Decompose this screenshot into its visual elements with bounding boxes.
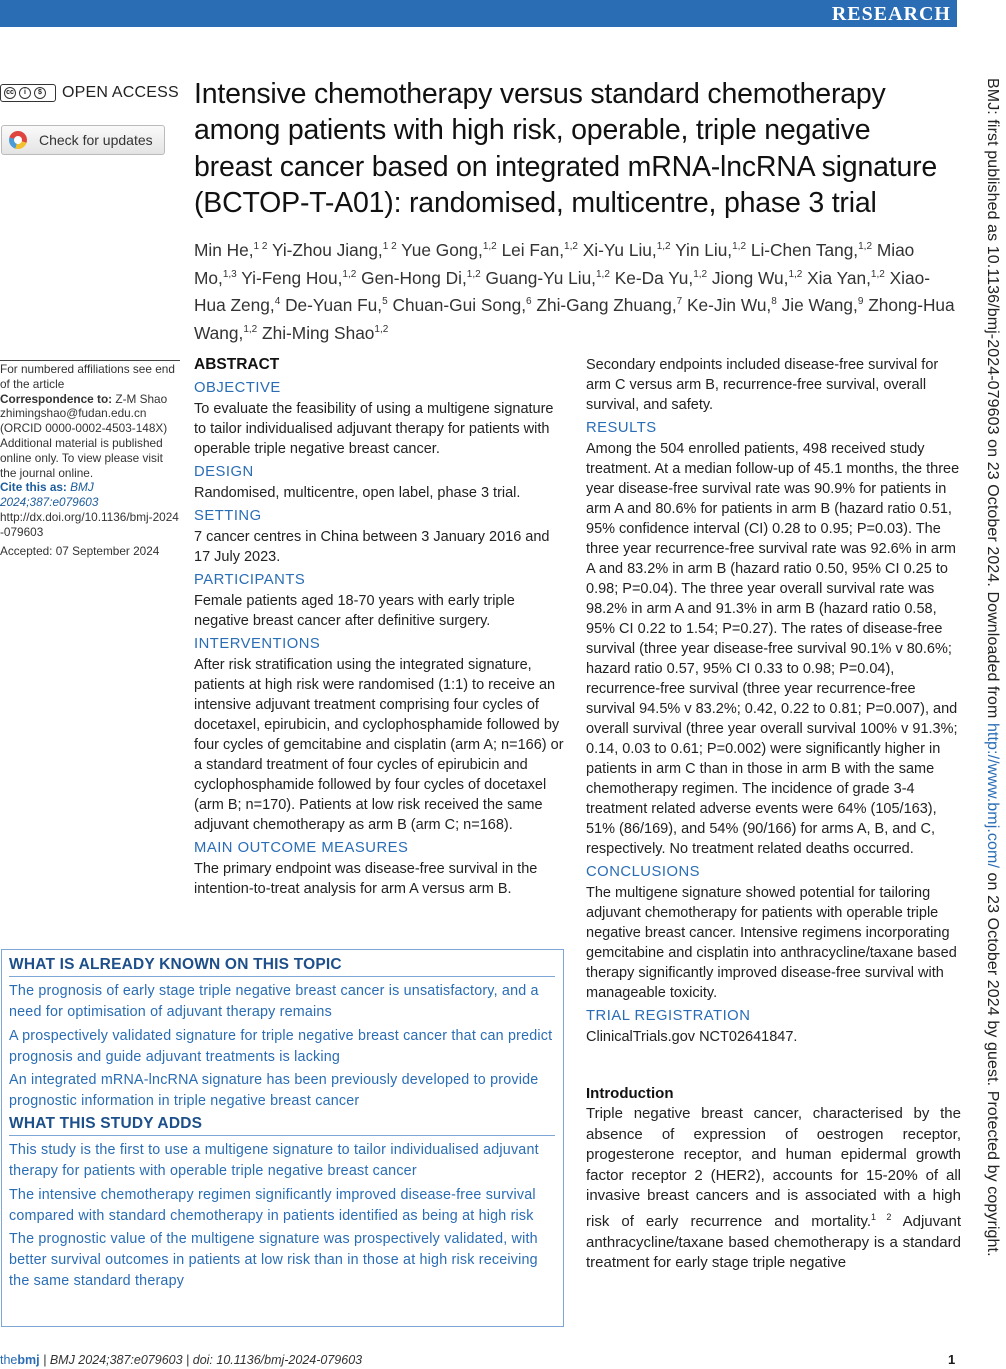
list-item: The prognostic value of the multigene signature was prospectively validated, with better survival outcomes in patients at low risk than in those at high risk receiving the same standard therapy bbox=[9, 1231, 538, 1289]
section-label: RESEARCH bbox=[831, 3, 951, 25]
trial-registration-heading: TRIAL REGISTRATION bbox=[586, 1008, 751, 1024]
footer-citation: | BMJ 2024;387:e079603 | doi: 10.1136/bmj-2024-079603 bbox=[39, 1353, 363, 1367]
objective-text: To evaluate the feasibility of using a multigene signature to tailor individualised adjuvant therapy for patients with operable triple negative breast cancer. bbox=[194, 401, 554, 457]
introduction-text: Triple negative breast cancer, characterised by the absence of expression of oestrogen receptor, progesterone receptor, and human epidermal growth factor receptor 2 (HER2), accounts for 15-20% of all invasive breast cancers and is associated with a high risk of early recurrence and mortality.$^{1 2}$ Adjuvant anthracycline/taxane based chemotherapy is a standard treatment for early stage triple negative bbox=[586, 1105, 961, 1272]
conclusions-text: The multigene signature showed potential for tailoring adjuvant chemotherapy for patients with operable triple negative breast cancer. Intensive regimens incorporating gemcitabine and cisplatin into anthracycline/taxane based therapy significantly improved disease-free survival with manageable toxicity. bbox=[586, 885, 957, 1001]
author: De-Yuan Fu,$^5$ bbox=[285, 295, 388, 315]
correspondence-email[interactable]: zhimingshao@fudan.edu.cn bbox=[0, 406, 147, 421]
conclusions-heading: CONCLUSIONS bbox=[586, 864, 701, 880]
author: Ke-Jin Wu,$^8$ bbox=[687, 295, 777, 315]
author: Zhong-Hua Wang,$^{1,2}$ bbox=[194, 295, 955, 343]
adds-list bbox=[9, 1140, 555, 1292]
list-item: An integrated mRNA-lncRNA signature has been previously developed to provide prognostic information in triple negative breast cancer bbox=[9, 1072, 539, 1109]
results-text: Among the 504 enrolled patients, 498 received study treatment. At a median follow-up of 45.1 months, the three year disease-free survival rate was 90.9% for patients in arm A and 80.6% for patients in arm B (hazard ratio 0.51, 95% confidence interval (CI) 0.28 to 0.95; P=0.03). The three year recurrence-free survival rate was 92.6% in arm A and 83.2% in arm B (hazard ratio 0.50, 95% CI 0.25 to 0.98; P=0.04). The three year overall survival rate was 98.2% in arm A and 91.3% in arm B (hazard ratio 0.58, 95% CI 0.22 to 1.54; P=0.27). The rates of disease-free survival (three year disease-free survival 90.1% v 80.6%; hazard ratio 0.57, 95% CI 0.33 to 0.98; P=0.04), recurrence-free survival (three year recurrence-free survival 94.5% v 83.2%; 0.42, 0.22 to 0.81; P=0.007), and overall survival (three year overall survival 100% v 91.3%; 0.14, 0.03 to 0.61; P=0.002) were significantly higher in patients in arm C than in those in arm B with the same chemotherapy regimen. The incidence of grade 3-4 treatment related adverse events were 64% (105/163), 51% (86/169), and 54% (90/166) for arms A, B, and C, respectively. No treatment related deaths occurred. bbox=[586, 441, 960, 857]
section-banner bbox=[0, 0, 957, 27]
known-list bbox=[9, 981, 555, 1112]
abstract-left-column bbox=[194, 355, 569, 899]
list-item: The intensive chemotherapy regimen significantly improved disease-free survival compared with standard chemotherapy in patients identified as being at high risk bbox=[9, 1186, 536, 1224]
design-heading: DESIGN bbox=[194, 464, 254, 480]
list-item: The prognosis of early stage triple negative breast cancer is unsatisfactory, and a need for optimisation of adjuvant therapy remains bbox=[9, 983, 539, 1020]
bmj-site-link[interactable]: http://www.bmj.com/ bbox=[984, 722, 1001, 868]
design-text: Randomised, multicentre, open label, phase 3 trial. bbox=[194, 485, 521, 501]
crossmark-icon bbox=[9, 131, 27, 149]
outcome-text: The primary endpoint was disease-free survival in the intention-to-treat analysis for arm A versus arm B. bbox=[194, 861, 538, 897]
author: Jie Wang,$^9$ bbox=[781, 295, 864, 315]
participants-heading: PARTICIPANTS bbox=[194, 572, 306, 588]
author-list bbox=[194, 235, 959, 345]
list-item: This study is the first to use a multigene signature to tailor individualised adjuvant therapy for patients with operable triple negative breast cancer bbox=[9, 1142, 539, 1179]
copyright-margin-note: BMJ: first published as 10.1136/bmj-2024-079603 on 23 October 2024. Downloaded from http://www.bmj.com/ on 23 October 2024 by guest. Protected by copyright. bbox=[984, 78, 1001, 1257]
author: Jiong Wu,$^{1,2}$ bbox=[711, 267, 803, 288]
article-title: Intensive chemotherapy versus standard chemotherapy among patients with high risk, operable, triple negative breast cancer based on integrated mRNA-lncRNA signature (BCTOP-T-A01): randomised, multicentre, phase 3 trial bbox=[194, 78, 938, 219]
author: Yi-Feng Hou,$^{1,2}$ bbox=[241, 267, 357, 288]
author: Chuan-Gui Song,$^6$ bbox=[392, 295, 532, 315]
introduction-heading: Introduction bbox=[586, 1085, 674, 1102]
additional-material-note: Additional material is published online only. To view please visit the journal online. bbox=[0, 435, 163, 480]
correspondence-orcid: (ORCID 0000-0002-4503-148X) bbox=[0, 421, 168, 436]
interventions-text: After risk stratification using the integrated signature, patients at high risk were randomised (1:1) to receive an intensive adjuvant treatment comprising four cycles of docetaxel, epirubicin, and cyclophosphamide followed by four cycles of gemcitabine and cisplatin (arm A; n=166) or a standard treatment of four cycles of epirubicin and cyclophosphamide followed by four cycles of docetaxel (arm B; n=170). Patients at low risk received the same adjuvant chemotherapy as arm B (arm C; n=168). bbox=[194, 657, 564, 833]
correspondence-label: Correspondence to: bbox=[0, 391, 113, 406]
author: Yi-Zhou Jiang,$^{1 2}$ bbox=[271, 240, 397, 260]
reference-citation[interactable]: 1 2 bbox=[871, 1211, 892, 1222]
author: Yue Gong,$^{1,2}$ bbox=[401, 240, 497, 260]
open-access-label: OPEN ACCESS bbox=[62, 84, 179, 101]
adds-heading: WHAT THIS STUDY ADDS bbox=[9, 1115, 555, 1136]
affiliations-note: For numbered affiliations see end of the article bbox=[0, 362, 175, 391]
outcome-heading: MAIN OUTCOME MEASURES bbox=[194, 840, 409, 856]
interventions-heading: INTERVENTIONS bbox=[194, 636, 321, 652]
setting-heading: SETTING bbox=[194, 508, 262, 524]
accepted-date: Accepted: 07 September 2024 bbox=[0, 543, 160, 558]
cite-label: Cite this as: bbox=[0, 480, 67, 495]
known-heading: WHAT IS ALREADY KNOWN ON THIS TOPIC bbox=[9, 956, 555, 977]
author: Xia Yan,$^{1,2}$ bbox=[807, 267, 885, 288]
author: Zhi-Ming Shao$^{1,2}$ bbox=[262, 322, 389, 343]
article-sidebar bbox=[0, 360, 180, 558]
author: Miao Mo,$^{1,3}$ bbox=[194, 240, 915, 288]
author: Min He,$^{1 2}$ bbox=[194, 240, 268, 260]
page-number: 1 bbox=[948, 1352, 956, 1367]
objective-heading: OBJECTIVE bbox=[194, 380, 281, 396]
author: Xiao-Hua Zeng,$^4$ bbox=[194, 267, 930, 315]
results-heading: RESULTS bbox=[586, 420, 657, 436]
author: Gen-Hong Di,$^{1,2}$ bbox=[361, 267, 481, 288]
check-for-updates-label: Check for updates bbox=[39, 132, 153, 148]
summary-box bbox=[1, 949, 564, 1327]
author: Yin Liu,$^{1,2}$ bbox=[675, 240, 747, 260]
page-footer bbox=[0, 1353, 362, 1367]
check-for-updates-button[interactable] bbox=[1, 125, 165, 155]
author: Li-Chen Tang,$^{1,2}$ bbox=[750, 240, 873, 260]
author: Lei Fan,$^{1,2}$ bbox=[501, 240, 578, 260]
abstract-title: ABSTRACT bbox=[194, 356, 280, 373]
setting-text: 7 cancer centres in China between 3 January 2016 and 17 July 2023. bbox=[194, 529, 550, 565]
author: Zhi-Gang Zhuang,$^7$ bbox=[536, 295, 683, 315]
list-item: A prospectively validated signature for triple negative breast cancer that can predict prognosis and guide adjuvant treatments is lacking bbox=[9, 1027, 553, 1065]
secondary-endpoints-text: Secondary endpoints included disease-free survival for arm C versus arm B, recurrence-free survival, overall survival, and safety. bbox=[586, 357, 939, 413]
doi-link[interactable]: http://dx.doi.org/10.1136/bmj-2024-079603 bbox=[0, 509, 179, 539]
trial-registration-text: ClinicalTrials.gov NCT02641847. bbox=[586, 1029, 798, 1045]
participants-text: Female patients aged 18-70 years with early triple negative breast cancer after definitive surgery. bbox=[194, 593, 515, 629]
footer-brand-bmj: bmj bbox=[17, 1353, 40, 1367]
abstract-right-column bbox=[586, 355, 961, 1274]
footer-brand-the: the bbox=[0, 1353, 18, 1367]
author: Xi-Yu Liu,$^{1,2}$ bbox=[582, 240, 671, 260]
author: Ke-Da Yu,$^{1,2}$ bbox=[614, 267, 708, 288]
cc-by-nc-icon: cc i $ bbox=[0, 84, 56, 102]
cite-reference: BMJ 2024;387:e079603 bbox=[0, 480, 99, 510]
correspondence-name: Z-M Shao bbox=[115, 391, 168, 406]
author: Guang-Yu Liu,$^{1,2}$ bbox=[485, 267, 610, 288]
open-access-badge bbox=[0, 84, 179, 102]
